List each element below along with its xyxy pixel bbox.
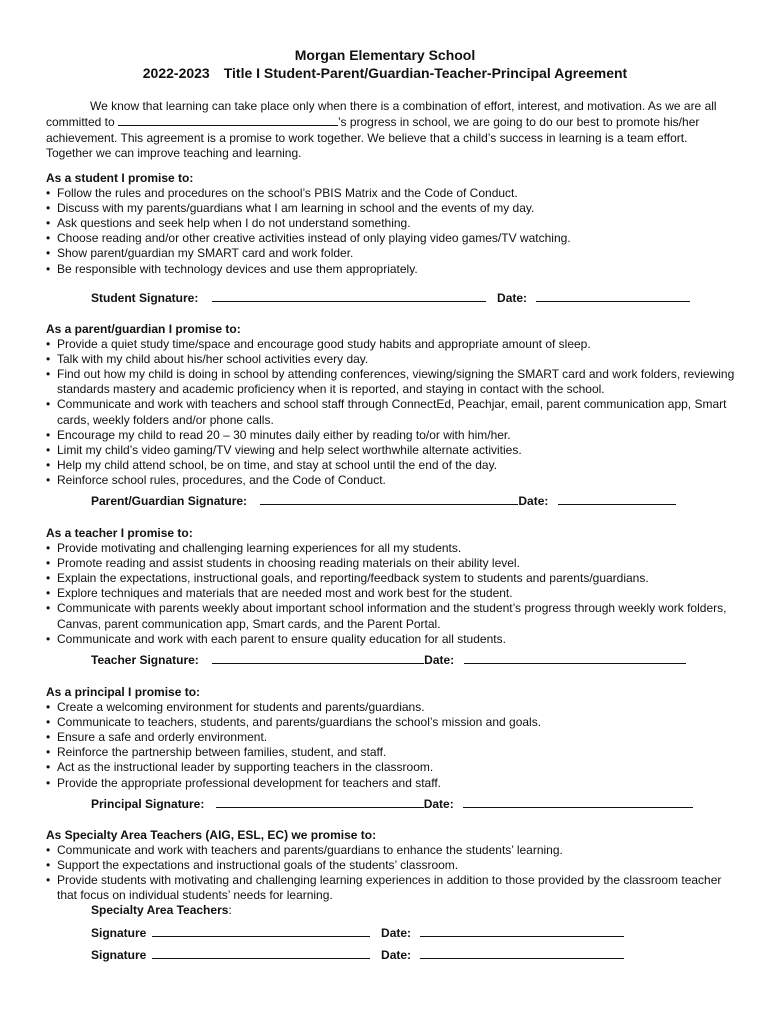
list-item: • Communicate and work with teachers and parents/guardians to enhance the students’ learning.: [46, 843, 736, 858]
parent-date-line[interactable]: [558, 493, 676, 505]
list-item: • Communicate and work with each parent to ensure quality education for all students.: [46, 632, 736, 647]
list-item: • Communicate and work with teachers and school staff through ConnectEd, Peachjar, email, parent communication app, Smart cards, weekly folders and/or phone calls.: [46, 397, 736, 427]
specialty-label-text: Specialty Area Teachers: [91, 903, 229, 917]
list-item: • Find out how my child is doing in school by attending conferences, viewing/signing the SMART card and work folders, reviewing standards mastery and academic proficiency when it is reported, and staying in contact with the school.: [46, 367, 736, 397]
list-item: • Ensure a safe and orderly environment.: [46, 730, 736, 745]
teacher-date-label: Date:: [424, 653, 455, 667]
specialty-date-label: Date:: [381, 948, 412, 962]
list-item: • Act as the instructional leader by supporting teachers in the classroom.: [46, 760, 736, 775]
school-name: Morgan Elementary School: [294, 47, 476, 63]
parent-section: [46, 322, 736, 488]
principal-signature-row: [91, 796, 693, 812]
list-item: • Show parent/guardian my SMART card and work folder.: [46, 246, 736, 261]
teacher-signature-label: Teacher Signature:: [91, 653, 199, 667]
list-item: • Explore techniques and materials that are needed most and work best for the student.: [46, 586, 736, 601]
specialty-date-line[interactable]: [420, 925, 624, 937]
list-item: • Help my child attend school, be on time, and stay at school until the end of the day.: [46, 458, 736, 473]
list-item: • Communicate to teachers, students, and parents/guardians the school’s mission and goals.: [46, 715, 736, 730]
specialty-signature-line[interactable]: [152, 947, 370, 959]
school-year: 2022-2023: [142, 65, 210, 81]
parent-signature-row: [91, 493, 676, 509]
list-item: • Create a welcoming environment for students and parents/guardians.: [46, 700, 736, 715]
student-promises: [46, 186, 736, 277]
parent-heading: As a parent/guardian I promise to:: [46, 322, 241, 336]
specialty-signature-label: Signature: [91, 926, 147, 940]
teacher-signature-row: [91, 652, 686, 668]
principal-signature-label: Principal Signature:: [91, 797, 205, 811]
list-item: • Follow the rules and procedures on the school’s PBIS Matrix and the Code of Conduct.: [46, 186, 736, 201]
child-name-blank[interactable]: [118, 114, 338, 126]
specialty-promises: [46, 843, 736, 903]
teacher-signature-line[interactable]: [212, 652, 424, 664]
parent-signature-line[interactable]: [260, 493, 518, 505]
student-signature-line[interactable]: [212, 290, 486, 302]
teacher-heading: As a teacher I promise to:: [46, 526, 193, 540]
specialty-label: [91, 903, 232, 918]
agreement-title: [0, 65, 770, 82]
principal-section: [46, 685, 736, 791]
list-item: • Provide motivating and challenging learning experiences for all my students.: [46, 541, 736, 556]
specialty-label-colon: :: [228, 903, 232, 917]
list-item: • Explain the expectations, instructional goals, and reporting/feedback system to students and parents/guardians.: [46, 571, 736, 586]
intro-paragraph: [46, 99, 736, 161]
student-section: [46, 171, 736, 277]
list-item: • Encourage my child to read 20 – 30 minutes daily either by reading to/or with him/her.: [46, 428, 736, 443]
principal-heading: As a principal I promise to:: [46, 685, 201, 699]
list-item: • Be responsible with technology devices and use them appropriately.: [46, 262, 736, 277]
agreement-name: Title I Student-Parent/Guardian-Teacher-Principal Agreement: [223, 65, 628, 81]
specialty-date-line[interactable]: [420, 947, 624, 959]
parent-promises: [46, 337, 736, 488]
teacher-promises: [46, 541, 736, 647]
specialty-heading: As Specialty Area Teachers (AIG, ESL, EC) we promise to:: [46, 828, 377, 842]
intro-part1: We know that learning can take place only when there is a combination of effort, interest, and motivation. As we are all committed to: [46, 99, 717, 130]
list-item: • Reinforce the partnership between families, student, and staff.: [46, 745, 736, 760]
student-date-line[interactable]: [536, 290, 690, 302]
list-item: • Promote reading and assist students in choosing reading materials on their ability level.: [46, 556, 736, 571]
teacher-section: [46, 526, 736, 647]
specialty-signature-label: Signature: [91, 948, 147, 962]
principal-date-label: Date:: [423, 797, 454, 811]
student-date-label: Date:: [497, 291, 528, 305]
parent-date-label: Date:: [518, 494, 549, 508]
specialty-signature-row-1: [91, 925, 624, 941]
student-heading: As a student I promise to:: [46, 171, 194, 185]
parent-signature-label: Parent/Guardian Signature:: [91, 494, 248, 508]
list-item: • Limit my child’s video gaming/TV viewing and help select worthwhile alternate activities.: [46, 443, 736, 458]
list-item: • Provide students with motivating and challenging learning experiences in addition to those provided by the classroom teacher that focus on individual students’ needs for learning.: [46, 873, 736, 903]
specialty-date-label: Date:: [381, 926, 412, 940]
specialty-section: [46, 828, 736, 903]
list-item: • Provide the appropriate professional development for teachers and staff.: [46, 776, 736, 791]
specialty-signature-line[interactable]: [152, 925, 370, 937]
list-item: • Talk with my child about his/her school activities every day.: [46, 352, 736, 367]
list-item: • Discuss with my parents/guardians what I am learning in school and the events of my day.: [46, 201, 736, 216]
list-item: • Choose reading and/or other creative activities instead of only playing video games/TV watching.: [46, 231, 736, 246]
teacher-date-line[interactable]: [464, 652, 686, 664]
student-signature-row: [91, 290, 690, 306]
list-item: • Support the expectations and instructional goals of the students’ classroom.: [46, 858, 736, 873]
intro-part2: ’s progress in school, we are going to do our best to promote his/her achievement. This agreement is a promise to work together. We believe that a child’s success in learning is a team effort. Together we can improve teaching and learning.: [46, 115, 700, 160]
list-item: • Reinforce school rules, procedures, and the Code of Conduct.: [46, 473, 736, 488]
list-item: • Provide a quiet study time/space and encourage good study habits and appropriate amount of sleep.: [46, 337, 736, 352]
principal-date-line[interactable]: [463, 796, 693, 808]
principal-promises: [46, 700, 736, 791]
specialty-signature-row-2: [91, 947, 624, 963]
principal-signature-line[interactable]: [216, 796, 424, 808]
student-signature-label: Student Signature:: [91, 291, 199, 305]
list-item: • Communicate with parents weekly about important school information and the student’s progress through weekly work folders, Canvas, parent communication app, Smart cards, and the Parent Portal.: [46, 601, 736, 631]
list-item: • Ask questions and seek help when I do not understand something.: [46, 216, 736, 231]
